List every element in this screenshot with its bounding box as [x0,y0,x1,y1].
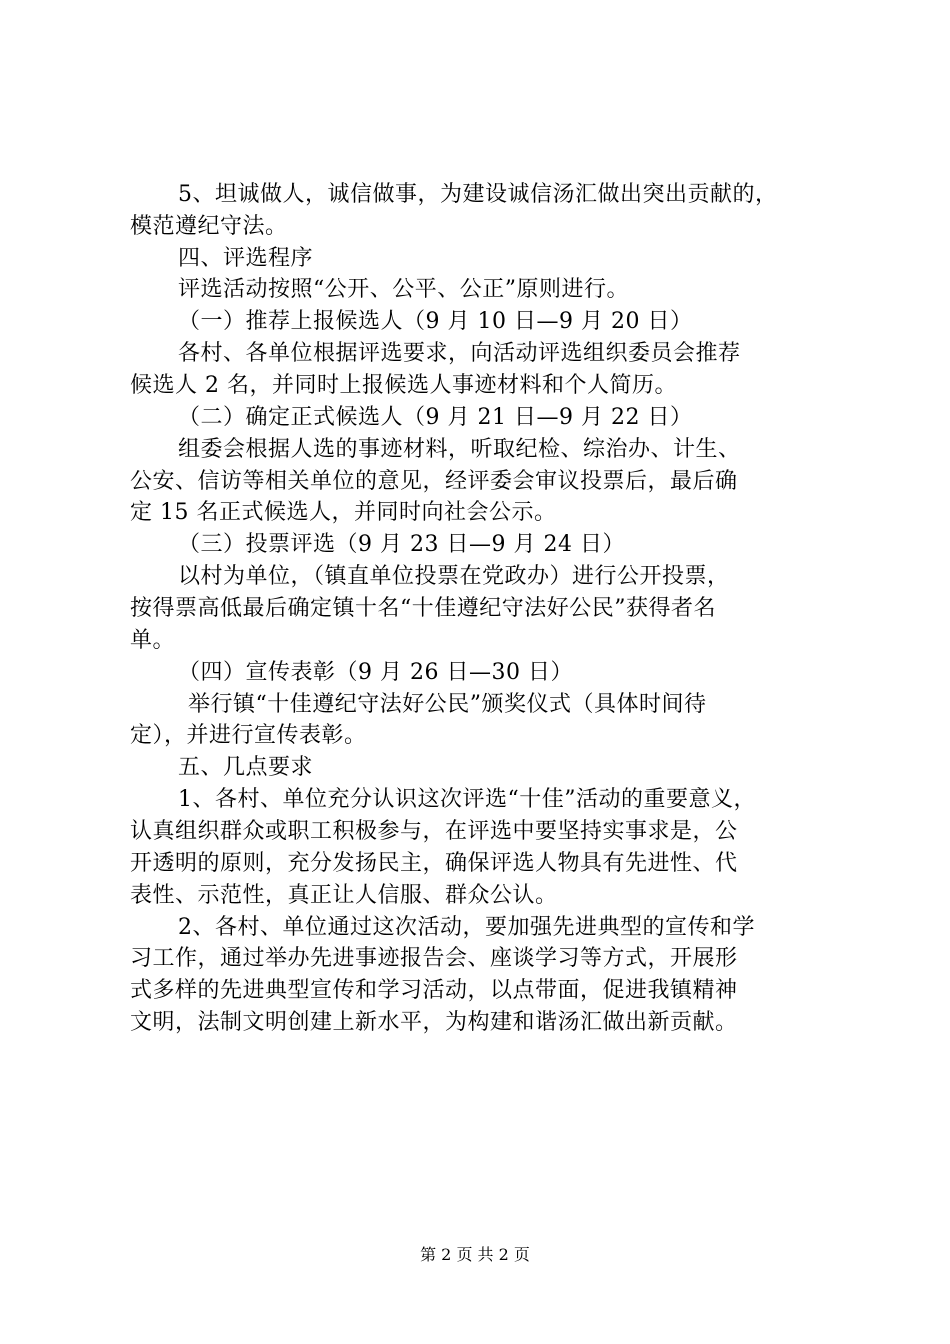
paragraph-line: 单。 [130,628,176,653]
section-heading: 四、评选程序 [178,246,314,271]
subsection-heading: （二）确定正式候选人（9 月 21 日—9 月 22 日） [178,405,693,430]
paragraph-line: 组委会根据人选的事迹材料，听取纪检、综治办、计生、 [178,437,741,462]
paragraph-line: 按得票高低最后确定镇十名“十佳遵纪守法好公民”获得者名 [130,596,716,621]
paragraph-line: 1、各村、单位充分认识这次评选“十佳”活动的重要意义， [178,787,756,812]
paragraph-line: 式多样的先进典型宣传和学习活动，以点带面，促进我镇精神 [130,978,738,1003]
subsection-heading: （三）投票评选（9 月 23 日—9 月 24 日） [178,532,625,557]
paragraph-line: 开透明的原则，充分发扬民主，确保评选人物具有先进性、代 [130,851,738,876]
paragraph-line: 候选人 2 名，并同时上报候选人事迹材料和个人简历。 [130,373,677,398]
paragraph-line: 模范遵纪守法。 [130,214,288,239]
paragraph-line: 公安、信访等相关单位的意见，经评委会审议投票后，最后确 [130,469,738,494]
paragraph-line: 2、各村、单位通过这次活动，要加强先进典型的宣传和学 [178,915,755,940]
subsection-heading: （四）宣传表彰（9 月 26 日—30 日） [178,660,573,685]
paragraph-line: 习工作，通过举办先进事迹报告会、座谈学习等方式，开展形 [130,946,738,971]
paragraph-line: 5、坦诚做人，诚信做事，为建设诚信汤汇做出突出贡献的， [178,182,778,207]
paragraph-line: 各村、各单位根据评选要求，向活动评选组织委员会推荐 [178,341,741,366]
subsection-heading: （一）推荐上报候选人（9 月 10 日—9 月 20 日） [178,309,693,334]
page-number-footer: 第 2 页 共 2 页 [420,1245,530,1264]
paragraph-line: 定），并进行宣传表彰。 [130,723,367,748]
paragraph-line: 文明，法制文明创建上新水平，为构建和谐汤汇做出新贡献。 [130,1010,738,1035]
paragraph-line: 举行镇“十佳遵纪守法好公民”颁奖仪式（具体时间待 [188,692,707,717]
paragraph-line: 评选活动按照“公开、公平、公正”原则进行。 [178,277,629,302]
section-heading: 五、几点要求 [178,755,314,780]
paragraph-line: 表性、示范性，真正让人信服、群众公认。 [130,883,558,908]
paragraph-line: 认真组织群众或职工积极参与，在评选中要坚持实事求是，公 [130,819,738,844]
paragraph-line: 定 15 名正式候选人，并同时向社会公示。 [130,500,557,525]
paragraph-line: 以村为单位，（镇直单位投票在党政办）进行公开投票， [178,564,730,589]
